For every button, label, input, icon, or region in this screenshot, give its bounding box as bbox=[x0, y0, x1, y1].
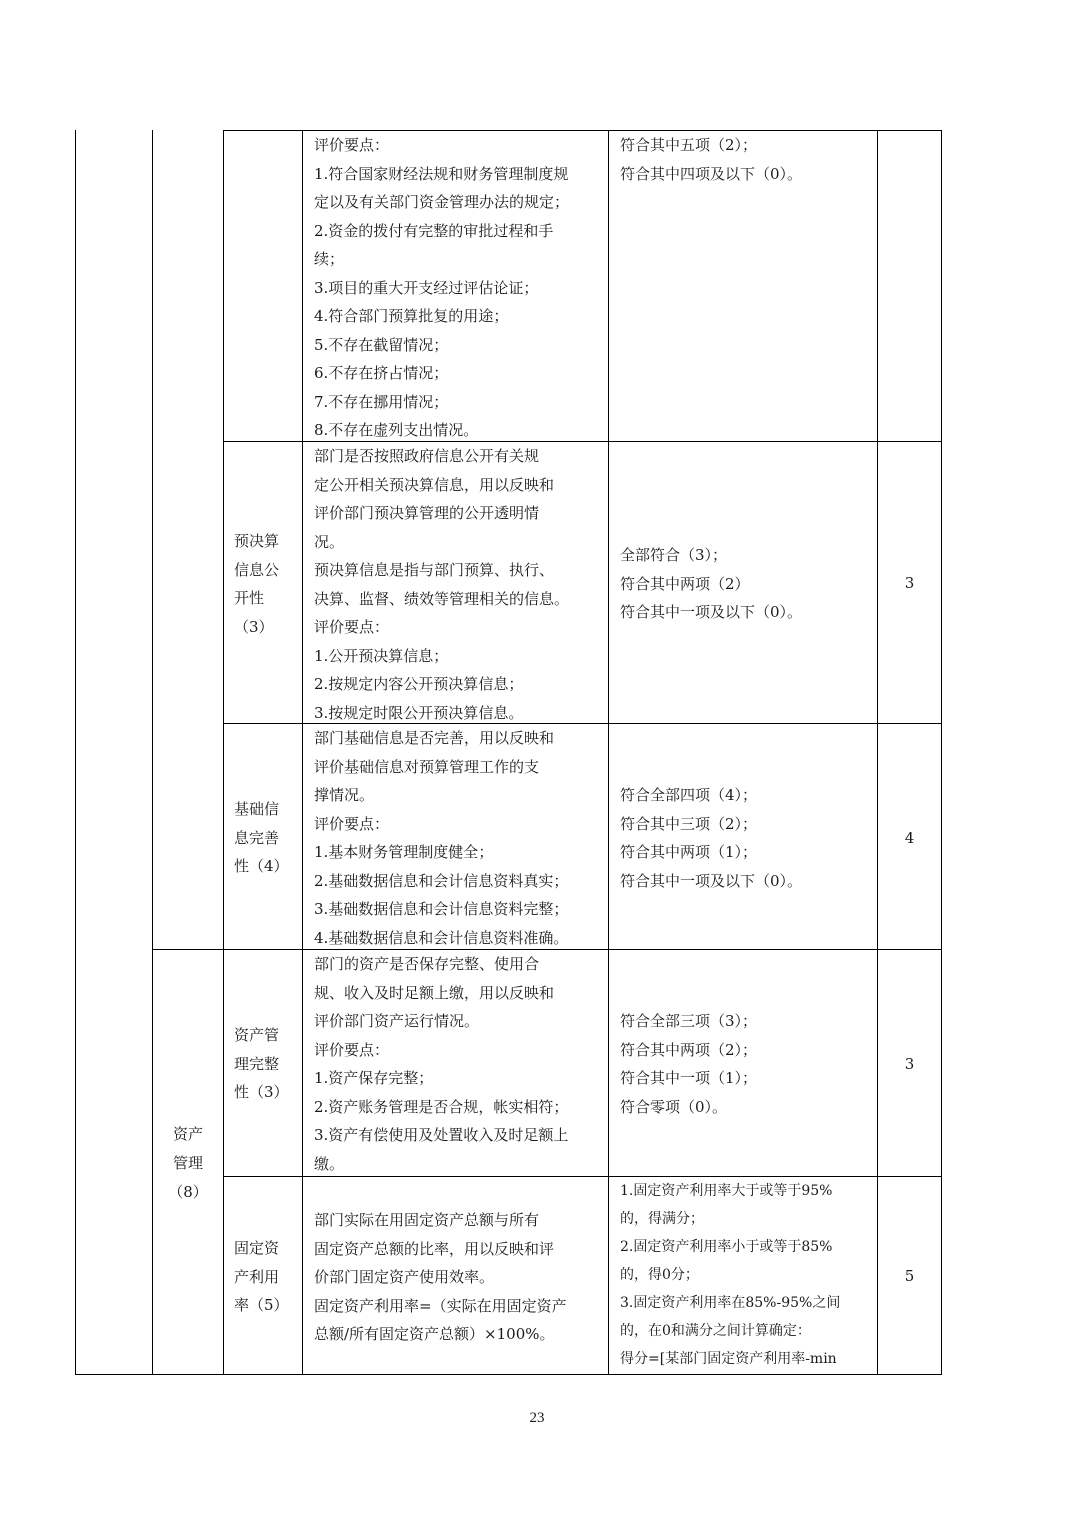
score-value: 5 bbox=[904, 1267, 915, 1285]
text-line: 1.基本财务管理制度健全； bbox=[314, 843, 494, 861]
row5-criteria bbox=[620, 1177, 840, 1373]
score-value: 3 bbox=[904, 574, 915, 592]
row1-description bbox=[314, 131, 569, 445]
text-line: 符合全部四项（4）； bbox=[620, 786, 758, 804]
text-line: 产利用 bbox=[234, 1267, 280, 1286]
text-line: 固定资产总额的比率，用以反映和评 bbox=[314, 1239, 555, 1258]
text-line: 得分=[某部门固定资产利用率-min bbox=[620, 1351, 837, 1367]
text-line: 符合其中一项及以下（0）。 bbox=[620, 603, 803, 621]
text-line: 全部符合（3）； bbox=[620, 546, 728, 564]
text-line: 总额/所有固定资产总额）×100%。 bbox=[314, 1325, 555, 1343]
row-border-bottom bbox=[75, 1374, 942, 1375]
text-line: 资产管 bbox=[234, 1026, 280, 1044]
text-line: 预决算信息是指与部门预算、执行、 bbox=[314, 561, 555, 579]
text-line: 符合其中两项（2） bbox=[620, 574, 750, 593]
text-line: 1.符合国家财经法规和财务管理制度规 bbox=[314, 164, 569, 183]
table-border-left bbox=[75, 130, 76, 1375]
text-line: 1.固定资产利用率大于或等于95% bbox=[620, 1183, 833, 1199]
row5-indicator bbox=[234, 1234, 289, 1320]
row5-description bbox=[314, 1206, 567, 1349]
text-line: 理完整 bbox=[234, 1054, 280, 1073]
text-line: 部门是否按照政府信息公开有关规 bbox=[314, 447, 540, 465]
row2-criteria bbox=[620, 541, 802, 627]
text-line: 部门实际在用固定资产总额与所有 bbox=[314, 1211, 540, 1229]
page-number: 23 bbox=[529, 1410, 545, 1426]
text-line: 的，得0分； bbox=[620, 1267, 699, 1283]
text-line: 评价要点： bbox=[314, 136, 390, 154]
text-line: 评价要点： bbox=[314, 814, 390, 833]
text-line: 4.基础数据信息和会计信息资料准确。 bbox=[314, 928, 569, 947]
text-line: 2.资金的拨付有完整的审批过程和手 bbox=[314, 221, 554, 240]
row4-score bbox=[878, 1050, 941, 1079]
text-line: 4.符合部门预算批复的用途； bbox=[314, 307, 509, 325]
text-line: 2.按规定内容公开预决算信息； bbox=[314, 675, 524, 693]
row5-score bbox=[878, 1262, 941, 1291]
text-line: 评价要点： bbox=[314, 1040, 390, 1059]
row4-description bbox=[314, 950, 568, 1178]
table-border-col2 bbox=[223, 130, 224, 1375]
text-line: 5.不存在截留情况； bbox=[314, 335, 449, 354]
text-line: 符合其中五项（2）； bbox=[620, 136, 758, 154]
text-line: 部门基础信息是否完善，用以反映和 bbox=[314, 729, 555, 747]
text-line: 符合其中两项（1）； bbox=[620, 843, 758, 861]
text-line: 定以及有关部门资金管理办法的规定； bbox=[314, 193, 570, 211]
text-line: 性（4） bbox=[234, 857, 289, 875]
text-line: 3.项目的重大开支经过评估论证； bbox=[314, 278, 539, 297]
text-line: 况。 bbox=[314, 532, 345, 551]
text-line: 1.资产保存完整； bbox=[314, 1069, 434, 1087]
text-line: 信息公 bbox=[234, 560, 280, 579]
text-line: 符合其中一项（1）； bbox=[620, 1069, 758, 1087]
row3-description bbox=[314, 724, 568, 952]
text-line: 3.资产有偿使用及处置收入及时足额上 bbox=[314, 1126, 569, 1144]
row4-criteria bbox=[620, 1007, 757, 1121]
text-line: 撑情况。 bbox=[314, 786, 375, 804]
row2-score bbox=[878, 569, 941, 598]
text-line: 7.不存在挪用情况； bbox=[314, 392, 449, 411]
text-line: 符合其中四项及以下（0）。 bbox=[620, 164, 803, 183]
text-line: 固定资 bbox=[234, 1239, 280, 1257]
text-line: 3.固定资产利用率在85%-95%之间 bbox=[620, 1295, 841, 1311]
score-value: 4 bbox=[904, 829, 915, 847]
table-border-col4 bbox=[608, 130, 609, 1375]
text-line: 开性 bbox=[234, 589, 265, 607]
text-line: 预决算 bbox=[234, 532, 280, 550]
text-line: 评价部门资产运行情况。 bbox=[314, 1012, 480, 1030]
row3-score bbox=[878, 824, 941, 853]
category-asset-management bbox=[153, 1120, 223, 1207]
text-line: 符合全部三项（3）； bbox=[620, 1012, 758, 1030]
row1-criteria bbox=[620, 131, 802, 188]
text-line: 3.按规定时限公开预决算信息。 bbox=[314, 703, 524, 722]
text-line: 率（5） bbox=[234, 1296, 289, 1314]
text-line: 部门的资产是否保存完整、使用合 bbox=[314, 955, 540, 973]
row4-indicator bbox=[234, 1021, 289, 1107]
row3-criteria bbox=[620, 781, 802, 895]
text-line: 8.不存在虚列支出情况。 bbox=[314, 421, 479, 439]
text-line: 的，得满分； bbox=[620, 1211, 704, 1227]
table-border-right bbox=[941, 130, 942, 1375]
text-line: 符合其中三项（2）； bbox=[620, 814, 758, 833]
text-line: 固定资产利用率=（实际在用固定资产 bbox=[314, 1296, 567, 1315]
text-line: 缴。 bbox=[314, 1154, 345, 1173]
text-line: 的，在0和满分之间计算确定： bbox=[620, 1323, 811, 1339]
text-line: 6.不存在挤占情况； bbox=[314, 364, 449, 382]
text-line: 符合其中一项及以下（0）。 bbox=[620, 871, 803, 890]
text-line: （3） bbox=[234, 617, 274, 636]
text-line: 价部门固定资产使用效率。 bbox=[314, 1268, 495, 1286]
text-line: （8） bbox=[168, 1183, 208, 1201]
text-line: 符合零项（0）。 bbox=[620, 1097, 728, 1116]
text-line: 规、收入及时足额上缴，用以反映和 bbox=[314, 983, 555, 1002]
text-line: 管理 bbox=[172, 1154, 203, 1172]
text-line: 评价基础信息对预算管理工作的支 bbox=[314, 757, 540, 776]
text-line: 资产 bbox=[172, 1125, 203, 1143]
text-line: 基础信 bbox=[234, 800, 280, 818]
text-line: 评价部门预决算管理的公开透明情 bbox=[314, 504, 540, 522]
text-line: 2.基础数据信息和会计信息资料真实； bbox=[314, 871, 569, 890]
score-value: 3 bbox=[904, 1055, 915, 1073]
table-border-col3 bbox=[302, 130, 303, 1375]
text-line: 性（3） bbox=[234, 1083, 289, 1101]
text-line: 1.公开预决算信息； bbox=[314, 646, 449, 665]
text-line: 决算、监督、绩效等管理相关的信息。 bbox=[314, 589, 570, 608]
text-line: 定公开相关预决算信息，用以反映和 bbox=[314, 475, 555, 494]
text-line: 3.基础数据信息和会计信息资料完整； bbox=[314, 900, 569, 918]
text-line: 2.固定资产利用率小于或等于85% bbox=[620, 1239, 833, 1255]
text-line: 符合其中两项（2）； bbox=[620, 1040, 758, 1059]
text-line: 息完善 bbox=[234, 828, 280, 847]
table-border-col5 bbox=[877, 130, 878, 1375]
text-line: 评价要点： bbox=[314, 618, 390, 636]
row3-indicator bbox=[234, 795, 289, 881]
text-line: 续； bbox=[314, 250, 345, 268]
row2-description bbox=[314, 442, 569, 727]
text-line: 2.资产账务管理是否合规，帐实相符； bbox=[314, 1097, 569, 1116]
row2-indicator bbox=[234, 527, 279, 641]
